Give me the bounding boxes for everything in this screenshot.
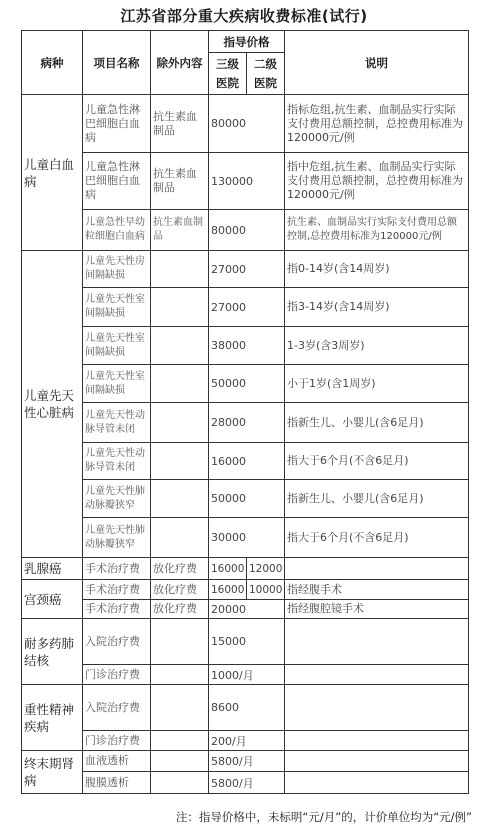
item-name: 入院治疗费 — [83, 619, 151, 665]
price-tier3: 16000 — [209, 443, 285, 480]
header-row — [22, 31, 469, 53]
table-row — [22, 327, 469, 365]
item-name: 门诊治疗费 — [83, 731, 151, 751]
price-tier3: 5800/月 — [209, 751, 285, 772]
row-note: 指新生儿、小婴儿(含6足月) — [285, 480, 469, 518]
price-tier3: 38000 — [209, 327, 285, 365]
row-note: 指经腹手术 — [285, 580, 469, 600]
header-disease: 病种 — [22, 31, 83, 95]
fee-table — [21, 30, 469, 794]
item-name: 儿童先天性房间隔缺损 — [83, 251, 151, 288]
exclude-content: 放化疗费 — [151, 558, 209, 580]
price-tier3: 5800/月 — [209, 772, 285, 794]
exclude-content — [151, 685, 209, 731]
item-name: 儿童先天性室间隔缺损 — [83, 327, 151, 365]
table-row — [22, 288, 469, 327]
row-note: 1-3岁(含3周岁) — [285, 327, 469, 365]
item-name: 腹膜透析 — [83, 772, 151, 794]
price-tier3: 130000 — [209, 153, 285, 210]
header-guide-price: 指导价格 — [209, 31, 285, 53]
price-tier3: 28000 — [209, 403, 285, 443]
table-row — [22, 518, 469, 558]
price-tier3: 27000 — [209, 251, 285, 288]
price-tier3: 1000/月 — [209, 665, 285, 685]
row-note — [285, 558, 469, 580]
price-tier3: 8600 — [209, 685, 285, 731]
table-row — [22, 600, 469, 619]
exclude-content — [151, 443, 209, 480]
exclude-content — [151, 518, 209, 558]
table-row — [22, 443, 469, 480]
footer-note: 注：指导价格中，未标明“元/月”的，计价单位均为“元/例” — [175, 810, 472, 824]
table-row — [22, 153, 469, 210]
row-note: 指经腹腔镜手术 — [285, 600, 469, 619]
header-tier2: 二级医院 — [247, 53, 285, 95]
item-name: 儿童先天性肺动脉瓣狭窄 — [83, 480, 151, 518]
item-name: 儿童急性早幼粒细胞白血病 — [83, 210, 151, 251]
item-name: 儿童先天性肺动脉瓣狭窄 — [83, 518, 151, 558]
row-note: 指标危组,抗生素、血制品实行实际支付费用总额控制，总控费用标准为120000元/例 — [285, 95, 469, 153]
row-note: 小于1岁(含1周岁) — [285, 365, 469, 403]
price-tier3: 20000 — [209, 600, 285, 619]
table-row — [22, 751, 469, 772]
price-tier2: 10000 — [247, 580, 285, 600]
exclude-content — [151, 772, 209, 794]
table-row — [22, 772, 469, 794]
exclude-content — [151, 403, 209, 443]
exclude-content: 抗生素血制品 — [151, 153, 209, 210]
item-name: 儿童急性淋巴细胞白血病 — [83, 95, 151, 153]
row-note: 指大于6个月(不含6足月) — [285, 518, 469, 558]
table-row — [22, 619, 469, 665]
table-row — [22, 665, 469, 685]
exclude-content — [151, 480, 209, 518]
row-note: 指0-14岁(含14周岁) — [285, 251, 469, 288]
exclude-content — [151, 365, 209, 403]
price-tier3: 50000 — [209, 480, 285, 518]
item-name: 入院治疗费 — [83, 685, 151, 731]
exclude-content: 抗生素血制品 — [151, 210, 209, 251]
item-name: 儿童先天性动脉导管未闭 — [83, 403, 151, 443]
item-name: 儿童先天性动脉导管未闭 — [83, 443, 151, 480]
table-row — [22, 210, 469, 251]
price-tier2: 12000 — [247, 558, 285, 580]
price-tier3: 80000 — [209, 210, 285, 251]
row-note: 抗生素、血制品实行实际支付费用总额控制,总控费用标准为120000元/例 — [285, 210, 469, 251]
row-note: 指大于6个月(不含6足月) — [285, 443, 469, 480]
header-exclude: 除外内容 — [151, 31, 209, 95]
price-tier3: 200/月 — [209, 731, 285, 751]
table-row — [22, 403, 469, 443]
disease-mental: 重性精神疾病 — [22, 685, 83, 751]
exclude-content — [151, 665, 209, 685]
exclude-content — [151, 327, 209, 365]
price-tier3: 27000 — [209, 288, 285, 327]
exclude-content: 放化疗费 — [151, 580, 209, 600]
exclude-content — [151, 751, 209, 772]
row-note: 指3-14岁(含14周岁) — [285, 288, 469, 327]
header-tier3: 三级医院 — [209, 53, 247, 95]
row-note — [285, 731, 469, 751]
disease-breast: 乳腺癌 — [22, 558, 83, 580]
header-item: 项目名称 — [83, 31, 151, 95]
price-tier3: 16000 — [209, 558, 247, 580]
exclude-content — [151, 251, 209, 288]
header-notes: 说明 — [285, 31, 469, 95]
table-row — [22, 558, 469, 580]
exclude-content: 抗生素血制品 — [151, 95, 209, 153]
item-name: 手术治疗费 — [83, 558, 151, 580]
exclude-content — [151, 288, 209, 327]
price-tier3: 80000 — [209, 95, 285, 153]
table-row — [22, 580, 469, 600]
table-row — [22, 365, 469, 403]
price-tier3: 16000 — [209, 580, 247, 600]
disease-leukemia: 儿童白血病 — [22, 95, 83, 251]
table-row — [22, 251, 469, 288]
disease-heart: 儿童先天性心脏病 — [22, 251, 83, 558]
item-name: 手术治疗费 — [83, 600, 151, 619]
price-tier3: 50000 — [209, 365, 285, 403]
item-name: 儿童急性淋巴细胞白血病 — [83, 153, 151, 210]
row-note — [285, 665, 469, 685]
row-note — [285, 751, 469, 772]
table-row — [22, 685, 469, 731]
item-name: 手术治疗费 — [83, 580, 151, 600]
row-note: 指新生儿、小婴儿(含6足月) — [285, 403, 469, 443]
table-row — [22, 731, 469, 751]
exclude-content — [151, 619, 209, 665]
disease-cervical: 宫颈癌 — [22, 580, 83, 619]
price-tier3: 30000 — [209, 518, 285, 558]
item-name: 儿童先天性室间隔缺损 — [83, 288, 151, 327]
page-title: 江苏省部分重大疾病收费标准(试行) — [120, 7, 368, 25]
row-note: 指中危组,抗生素、血制品实行实际支付费用总额控制，总控费用标准为120000元/例 — [285, 153, 469, 210]
row-note — [285, 772, 469, 794]
disease-tb: 耐多药肺结核 — [22, 619, 83, 685]
row-note — [285, 685, 469, 731]
price-tier3: 15000 — [209, 619, 285, 665]
item-name: 门诊治疗费 — [83, 665, 151, 685]
exclude-content — [151, 731, 209, 751]
table-row — [22, 95, 469, 153]
disease-renal: 终末期肾病 — [22, 751, 83, 794]
row-note — [285, 619, 469, 665]
table-row — [22, 480, 469, 518]
exclude-content: 放化疗费 — [151, 600, 209, 619]
item-name: 儿童先天性室间隔缺损 — [83, 365, 151, 403]
item-name: 血液透析 — [83, 751, 151, 772]
